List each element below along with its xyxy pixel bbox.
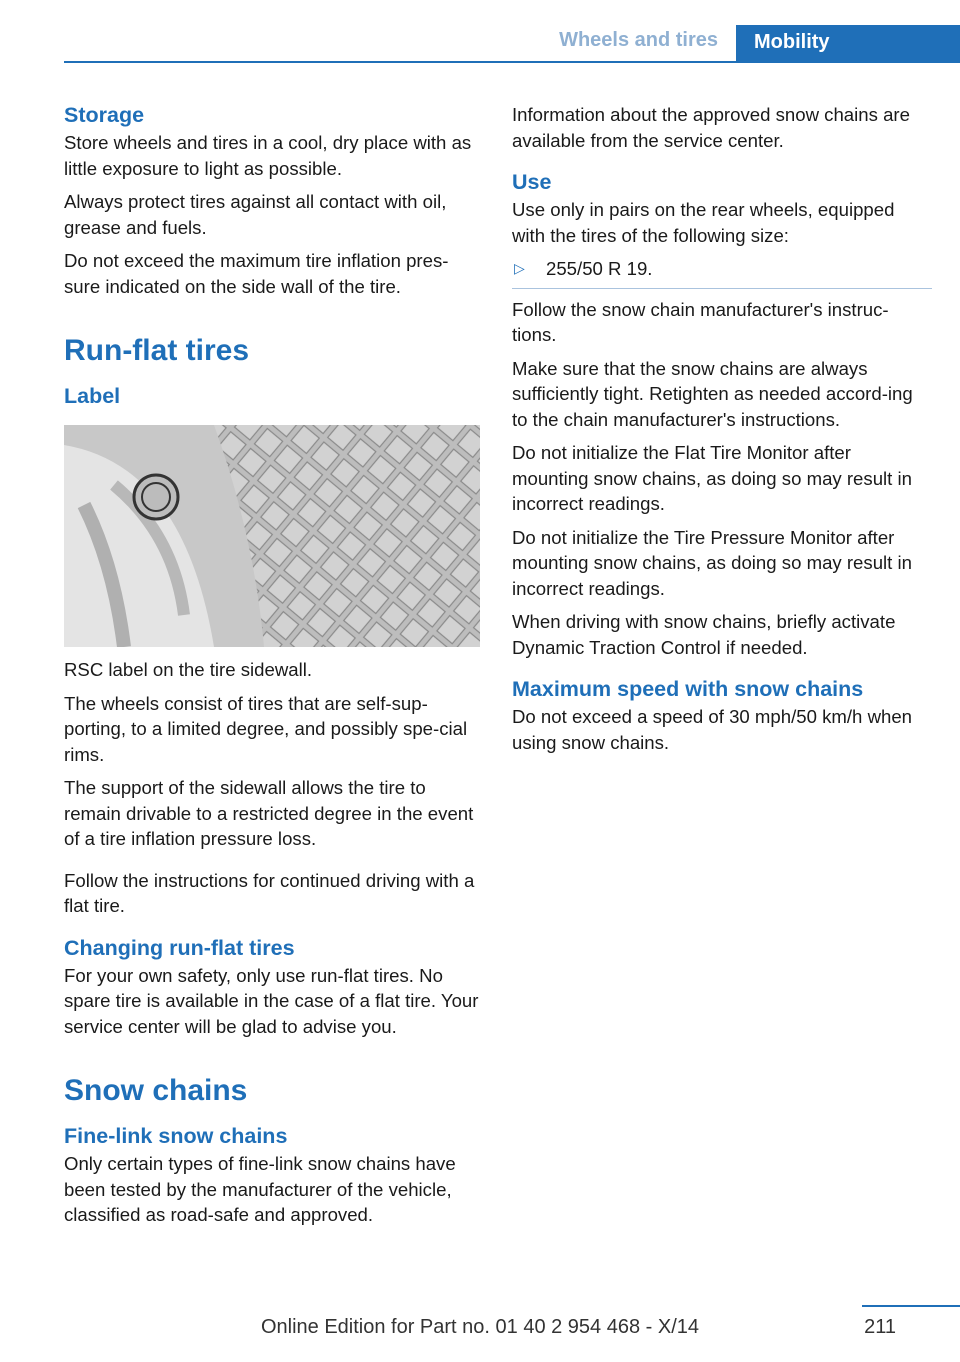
label-paragraph-1: The wheels consist of tires that are self-sup‐porting, to a limited degree, and possibly spe‐cial rims. <box>64 692 468 765</box>
label-heading: Label <box>64 384 121 408</box>
storage-heading: Storage <box>64 103 145 127</box>
header-section-title: Wheels and tires <box>559 29 718 51</box>
storage-paragraph-1: Store wheels and tires in a cool, dry place with as little exposure to light as possible. <box>64 132 472 179</box>
label-paragraph-2: The support of the sidewall allows the tire to remain drivable to a restricted degree in the event of a tire inflation pressure loss. <box>64 777 474 849</box>
use-paragraph-5: Do not initialize the Tire Pressure Monitor after mounting snow chains, as doing so may result in incorrect readings. <box>512 526 912 599</box>
run-flat-tires-heading: Run-flat tires <box>64 334 250 367</box>
left-column <box>64 102 480 1236</box>
changing-paragraph: For your own safety, only use run-flat tires. No spare tire is available in the case of a flat tire. Your service center will be glad to advise you. <box>64 964 479 1037</box>
label-paragraph-3: Follow the instructions for continued driving with a flat tire. <box>64 869 475 916</box>
rsc-logo <box>134 475 178 519</box>
figure-caption: RSC label on the tire sidewall. <box>64 659 313 680</box>
use-paragraph-3: Make sure that the snow chains are always sufficiently tight. Retighten as needed accord‐ing to the chain manufacturer's instructions. <box>512 357 913 430</box>
storage-paragraph-3: Do not exceed the maximum tire inflation pres‐sure indicated on the side wall of the tire. <box>64 250 449 297</box>
tire-size-item: ▷ 255/50 R 19. <box>512 256 932 282</box>
fine-link-paragraph: Only certain types of fine-link snow chains have been tested by the manufacturer of the vehicle, classified as road-safe and approved. <box>64 1153 456 1225</box>
edition-footer: Online Edition for Part no. 01 40 2 954 468 - X/14 <box>260 1316 700 1338</box>
tire-size-list <box>512 256 932 289</box>
tire-rsc-figure <box>64 425 480 647</box>
footer-rule <box>862 1305 960 1307</box>
use-heading: Use <box>512 170 552 194</box>
fine-link-heading: Fine-link snow chains <box>64 1124 288 1148</box>
max-speed-heading: Maximum speed with snow chains <box>512 677 864 701</box>
right-column <box>512 102 932 763</box>
changing-run-flat-heading: Changing run-flat tires <box>64 935 295 960</box>
header-chapter-tab: Mobility <box>736 25 960 62</box>
use-paragraph-6: When driving with snow chains, briefly activate Dynamic Traction Control if needed. <box>512 611 896 658</box>
max-speed-paragraph: Do not exceed a speed of 30 mph/50 km/h when using snow chains. <box>512 706 913 753</box>
storage-paragraph-2: Always protect tires against all contact with oil, grease and fuels. <box>64 191 447 238</box>
use-paragraph-1: Use only in pairs on the rear wheels, equipped with the tires of the following size: <box>512 199 895 246</box>
page-number: 211 <box>864 1316 896 1338</box>
use-paragraph-2: Follow the snow chain manufacturer's instruc‐tions. <box>512 298 889 345</box>
snow-chains-heading: Snow chains <box>64 1074 248 1107</box>
info-paragraph: Information about the approved snow chains are available from the service center. <box>512 104 910 151</box>
use-paragraph-4: Do not initialize the Flat Tire Monitor after mounting snow chains, as doing so may result in incorrect readings. <box>512 442 912 514</box>
